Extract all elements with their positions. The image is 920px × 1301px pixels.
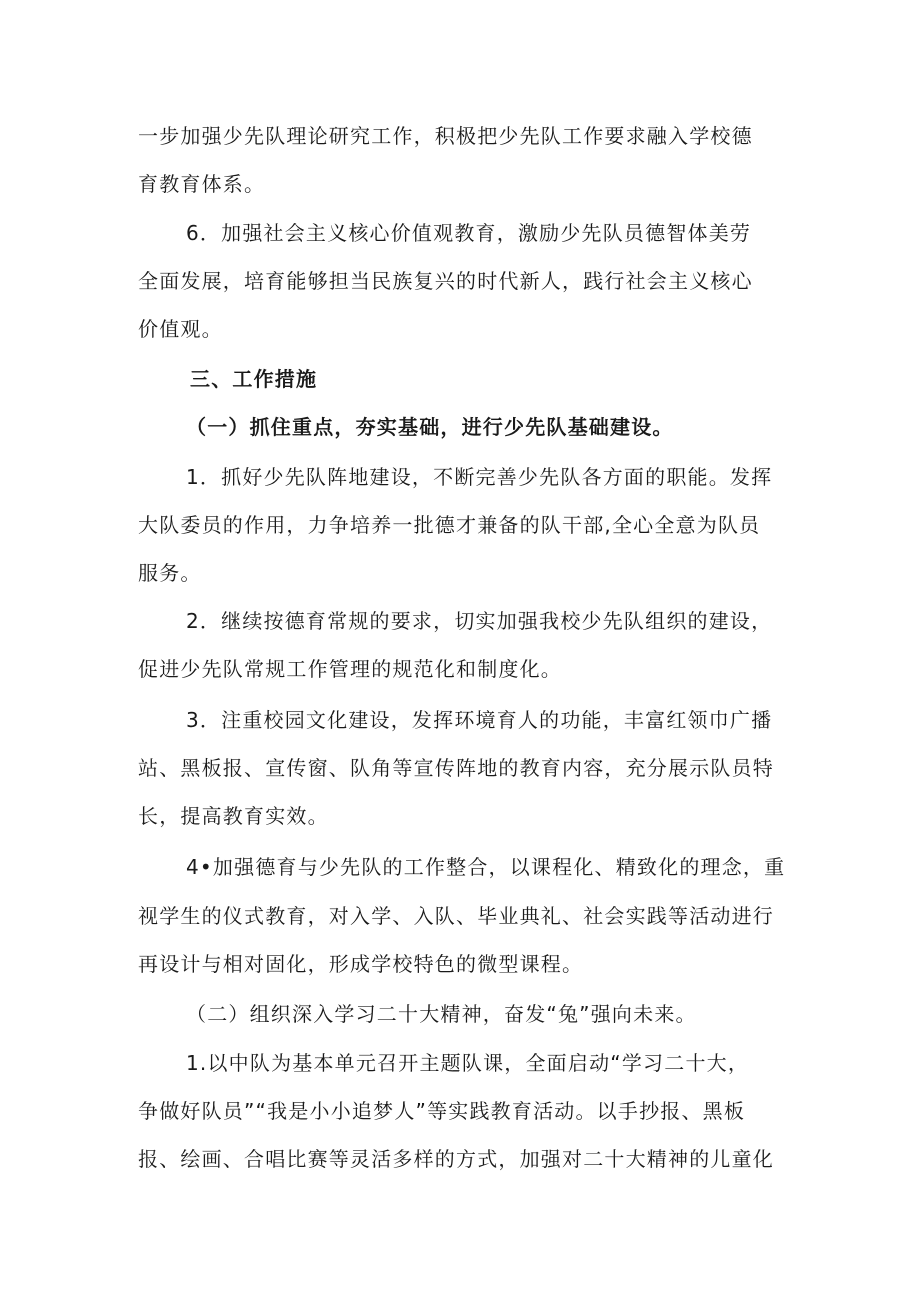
paragraph-item-1-start: 1.以中队为基本单元召开主题队课，全面启动“学习二十大， (186, 1051, 750, 1075)
text-line: 大队委员的作用，力争培养一批德才兼备的队干部,全心全意为队员 (138, 513, 761, 537)
text-line: 服务。 (138, 561, 202, 585)
text-line: 育教育体系。 (138, 172, 266, 196)
paragraph-2-start: 2．继续按德育常规的要求，切实加强我校少先队组织的建设， (186, 609, 773, 633)
text-line: 争做好队员”“我是小小追梦人”等实践教育活动。以手抄报、黑板 (138, 1099, 746, 1123)
subsection-heading-1: （一）抓住重点，夯实基础，进行少先队基础建设。 (186, 415, 674, 439)
text-line: 再设计与相对固化，形成学校特色的微型课程。 (138, 952, 584, 976)
text-line: 一步加强少先队理论研究工作，积极把少先队工作要求融入学校德 (138, 124, 753, 148)
text-line: 价值观。 (138, 317, 223, 341)
text-line: 视学生的仪式教育，对入学、入队、毕业典礼、社会实践等活动进行 (138, 904, 774, 928)
paragraph-3-start: 3．注重校园文化建设，发挥环境育人的功能，丰富红领巾广播 (186, 708, 773, 732)
text-line: 促进少先队常规工作管理的规范化和制度化。 (138, 657, 562, 681)
subsection-heading-2: （二）组织深入学习二十大精神，奋发“兔”强向未来。 (186, 1002, 697, 1026)
paragraph-1-start: 1．抓好少先队阵地建设，不断完善少先队各方面的职能。发挥 (186, 465, 773, 489)
text-line: 报、绘画、合唱比赛等灵活多样的方式，加强对二十大精神的儿童化 (138, 1147, 774, 1171)
text-line: 全面发展，培育能够担当民族复兴的时代新人，践行社会主义核心 (138, 269, 753, 293)
text-line: 长，提高教育实效。 (138, 804, 329, 828)
text-line: 站、黑板报、宣传窗、队角等宣传阵地的教育内容，充分展示队员特 (138, 756, 774, 780)
section-heading-3: 三、工作措施 (190, 367, 318, 391)
paragraph-4-start: 4•加强德育与少先队的工作整合，以课程化、精致化的理念，重 (186, 855, 786, 879)
paragraph-6-start: 6．加强社会主义核心价值观教育，激励少先队员德智体美劳 (186, 221, 752, 245)
